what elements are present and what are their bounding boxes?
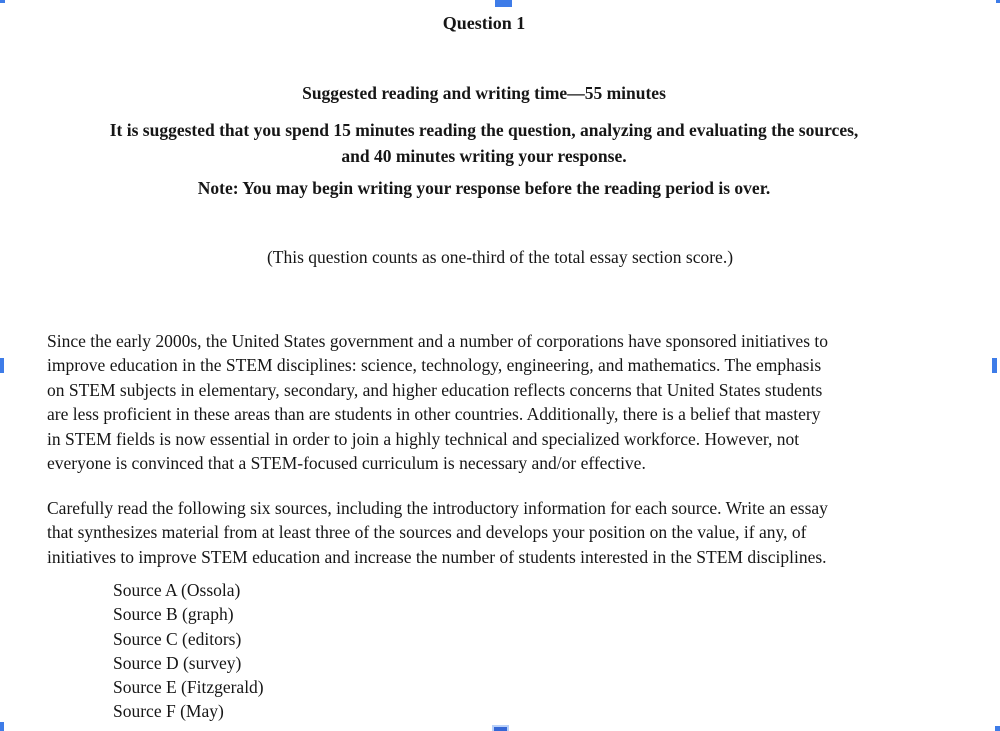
instruction-line: and 40 minutes writing your response. <box>341 145 627 166</box>
text-line: improve education in the STEM disciplines: science, technology, engineering, and mathematics. The emphasis <box>47 355 822 376</box>
resize-handle-core <box>494 727 507 731</box>
question-title: Question 1 <box>442 13 526 33</box>
task-paragraph <box>47 496 828 569</box>
text-line: in STEM fields is now essential in order to join a highly technical and specialized workforce. However, not <box>47 428 800 449</box>
score-note: (This question counts as one-third of the total essay section score.) <box>266 247 734 267</box>
text-line: Carefully read the following six sources, including the introductory information for each source. Write an essay <box>47 498 828 518</box>
resize-handle-top-right[interactable] <box>996 0 1000 3</box>
source-item: Source D (survey) <box>113 652 242 673</box>
source-item: Source F (May) <box>113 701 224 722</box>
resize-handle-top-left[interactable] <box>0 0 5 3</box>
resize-handle-top-center[interactable] <box>495 0 512 7</box>
text-line: that synthesizes material from at least three of the sources and develops your position on the value, if any, of <box>47 522 807 543</box>
source-list <box>113 578 264 724</box>
text-line: are less proficient in these areas than are students in other countries. Additionally, there is a belief that mastery <box>47 404 821 425</box>
source-item: Source E (Fitzgerald) <box>113 677 264 698</box>
resize-handle-middle-right[interactable] <box>992 358 997 373</box>
timing-heading: Suggested reading and writing time—55 minutes <box>302 83 666 103</box>
intro-paragraph <box>47 329 828 475</box>
instruction-paragraph <box>0 118 968 169</box>
source-item: Source B (graph) <box>113 604 234 625</box>
text-line: on STEM subjects in elementary, secondary, and higher education reflects concerns that United States students <box>47 379 823 400</box>
resize-handle-middle-left[interactable] <box>0 358 4 373</box>
source-item: Source A (Ossola) <box>113 580 241 600</box>
resize-handle-bottom-right[interactable] <box>995 726 1000 731</box>
instruction-line: It is suggested that you spend 15 minutes reading the question, analyzing and evaluating the sources, <box>109 120 859 140</box>
text-line: initiatives to improve STEM education and increase the number of students interested in the STEM disciplines. <box>47 546 827 567</box>
note-line: Note: You may begin writing your response before the reading period is over. <box>197 178 771 198</box>
resize-handle-bottom-left[interactable] <box>0 722 4 731</box>
resize-handle-bottom-center[interactable] <box>492 725 509 731</box>
source-item: Source C (editors) <box>113 628 242 649</box>
text-line: everyone is convinced that a STEM-focused curriculum is necessary and/or effective. <box>47 453 646 474</box>
text-line: Since the early 2000s, the United States government and a number of corporations have sponsored initiatives to <box>47 331 828 351</box>
